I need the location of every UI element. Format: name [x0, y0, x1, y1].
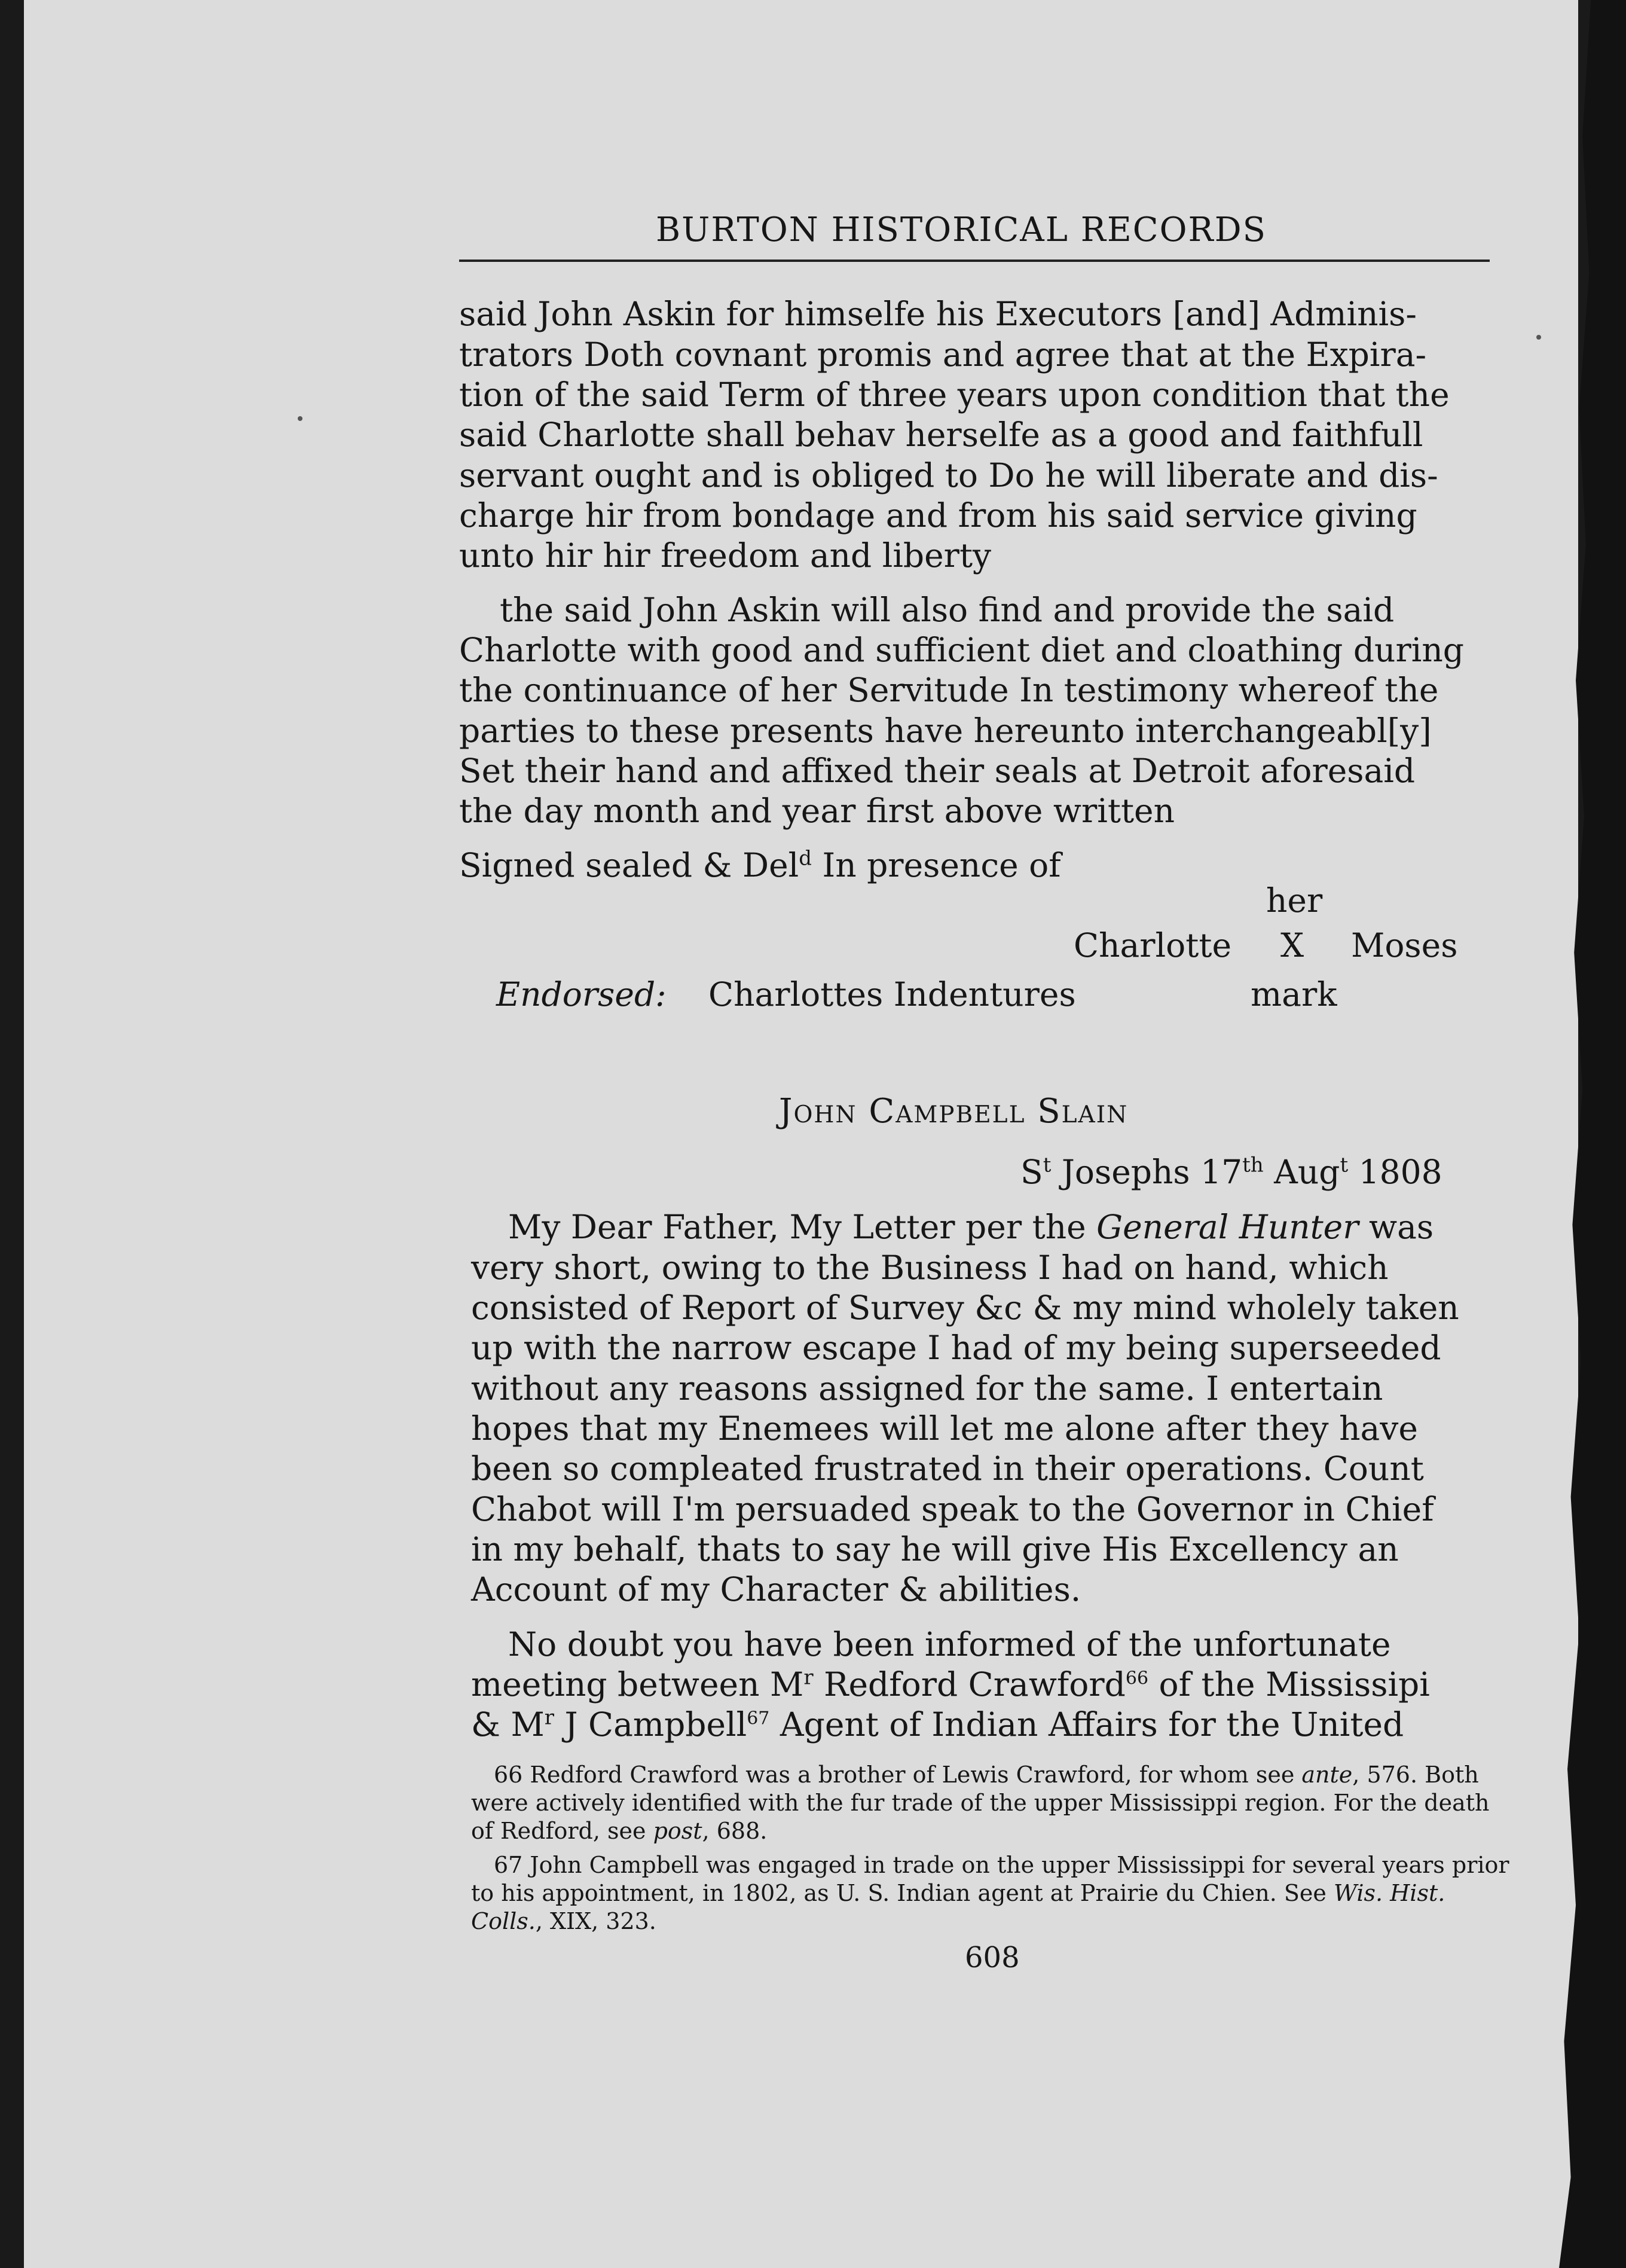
dateline-s-sup: t	[1043, 1153, 1052, 1177]
dateline	[1020, 1153, 1442, 1191]
letter-line	[471, 1705, 1404, 1744]
superscript: r	[803, 1665, 814, 1690]
body-line: unto hir hir freedom and liberty	[459, 536, 992, 575]
letter-text: Agent of Indian Affairs for the United	[769, 1705, 1404, 1744]
footnote-66-line	[471, 1818, 767, 1844]
margin-speck	[298, 416, 302, 421]
body-line: said Charlotte shall behav herselfe as a good and faithfull	[459, 416, 1423, 454]
body-line: Set their hand and affixed their seals at Detroit aforesaid	[459, 752, 1416, 790]
dateline-year: 1808	[1348, 1153, 1442, 1191]
footnote-66-line: were actively identified with the fur trade of the upper Mississippi region. For the death	[471, 1790, 1490, 1816]
endorsed-value: Charlottes Indentures	[708, 975, 1076, 1014]
footnote-ref-67: 67	[747, 1708, 770, 1729]
signed-suffix: In presence of	[811, 846, 1061, 884]
letter-line	[508, 1208, 1434, 1246]
running-head: BURTON HISTORICAL RECORDS	[656, 210, 1267, 249]
dateline-s: S	[1020, 1153, 1043, 1191]
footnote-post: post	[653, 1818, 702, 1844]
footnote-text: of Redford, see	[471, 1818, 653, 1844]
body-line: tion of the said Term of three years upon condition that the	[459, 376, 1450, 414]
signed-prefix: Signed sealed & Del	[459, 846, 799, 884]
body-line: Charlotte with good and sufficient diet and cloathing during	[459, 631, 1464, 669]
letter-line: No doubt you have been informed of the unfortunate	[508, 1625, 1391, 1663]
letter-text: & M	[471, 1705, 545, 1744]
footnote-text: , 576. Both	[1352, 1762, 1479, 1788]
body-line: the continuance of her Servitude In testimony whereof the	[459, 671, 1439, 709]
footnote-ante: ante	[1301, 1762, 1353, 1788]
dateline-josephs: Josephs 17	[1051, 1153, 1243, 1191]
letter-text: meeting between M	[471, 1665, 804, 1704]
header-rule	[459, 260, 1490, 262]
footnote-citation: Colls.	[471, 1908, 536, 1934]
letter-text: Redford Crawford	[813, 1665, 1126, 1704]
letter-line: Chabot will I'm persuaded speak to the Governor in Chief	[471, 1490, 1434, 1528]
footnote-67-line	[471, 1908, 656, 1934]
section-heading: John Campbell Slain	[779, 1092, 1129, 1131]
body-line: charge hir from bondage and from his said service giving	[459, 496, 1417, 535]
dateline-aug-sup: t	[1340, 1153, 1349, 1177]
footnote-66-line	[494, 1762, 1479, 1788]
ship-name: General Hunter	[1096, 1208, 1359, 1246]
letter-line: very short, owing to the Business I had on hand, which	[471, 1249, 1389, 1287]
superscript: r	[544, 1705, 555, 1730]
page-number: 608	[965, 1941, 1020, 1974]
signature-mark: mark	[1251, 975, 1337, 1014]
letter-line: consisted of Report of Survey &c & my mind wholely taken	[471, 1289, 1459, 1327]
signed-superscript: d	[799, 846, 812, 871]
footnote-67-line	[471, 1880, 1445, 1906]
margin-speck	[1536, 335, 1541, 340]
dateline-th: th	[1242, 1153, 1264, 1177]
footnote-text: , 688.	[702, 1818, 768, 1844]
letter-text: of the Mississipi	[1148, 1665, 1430, 1704]
body-line: trators Doth covnant promis and agree that at the Expira-	[459, 335, 1427, 374]
letter-salutation: My Dear Father, My Letter per the	[508, 1208, 1097, 1246]
letter-line: been so compleated frustrated in their operations. Count	[471, 1449, 1424, 1488]
letter-line: Account of my Character & abilities.	[471, 1570, 1081, 1608]
signature-name-right: Moses	[1351, 926, 1458, 964]
letter-line: hopes that my Enemees will let me alone after they have	[471, 1409, 1418, 1448]
footnote-citation: Wis. Hist.	[1333, 1880, 1445, 1906]
footnote-text: to his appointment, in 1802, as U. S. Indian agent at Prairie du Chien. See	[471, 1880, 1334, 1906]
signature-her: her	[1266, 881, 1323, 920]
letter-was: was	[1358, 1208, 1434, 1246]
endorsed-label: Endorsed:	[496, 975, 667, 1014]
letter-line	[471, 1665, 1430, 1704]
body-line: the said John Askin will also find and provide the said	[500, 591, 1395, 629]
letter-text: J Campbell	[554, 1705, 747, 1744]
body-line: servant ought and is obliged to Do he will liberate and dis-	[459, 456, 1438, 494]
signature-mark-x: X	[1280, 926, 1304, 964]
body-line: the day month and year first above written	[459, 792, 1175, 830]
body-line: said John Askin for himselfe his Executors [and] Adminis-	[459, 295, 1417, 333]
footnote-text: 66 Redford Crawford was a brother of Lewis Crawford, for whom see	[494, 1762, 1302, 1788]
dateline-aug: Aug	[1263, 1153, 1340, 1191]
footnote-ref-66: 66	[1125, 1668, 1149, 1689]
letter-line: up with the narrow escape I had of my being superseeded	[471, 1329, 1441, 1367]
letter-line: without any reasons assigned for the same. I entertain	[471, 1369, 1383, 1408]
signed-line	[459, 846, 1061, 884]
body-line: parties to these presents have hereunto interchangeabl[y]	[459, 712, 1432, 750]
footnote-67-line: 67 John Campbell was engaged in trade on the upper Mississippi for several years prior	[494, 1852, 1509, 1878]
letter-line: in my behalf, thats to say he will give His Excellency an	[471, 1530, 1399, 1568]
footnote-text: , XIX, 323.	[535, 1908, 656, 1934]
signature-name-left: Charlotte	[1074, 926, 1232, 964]
